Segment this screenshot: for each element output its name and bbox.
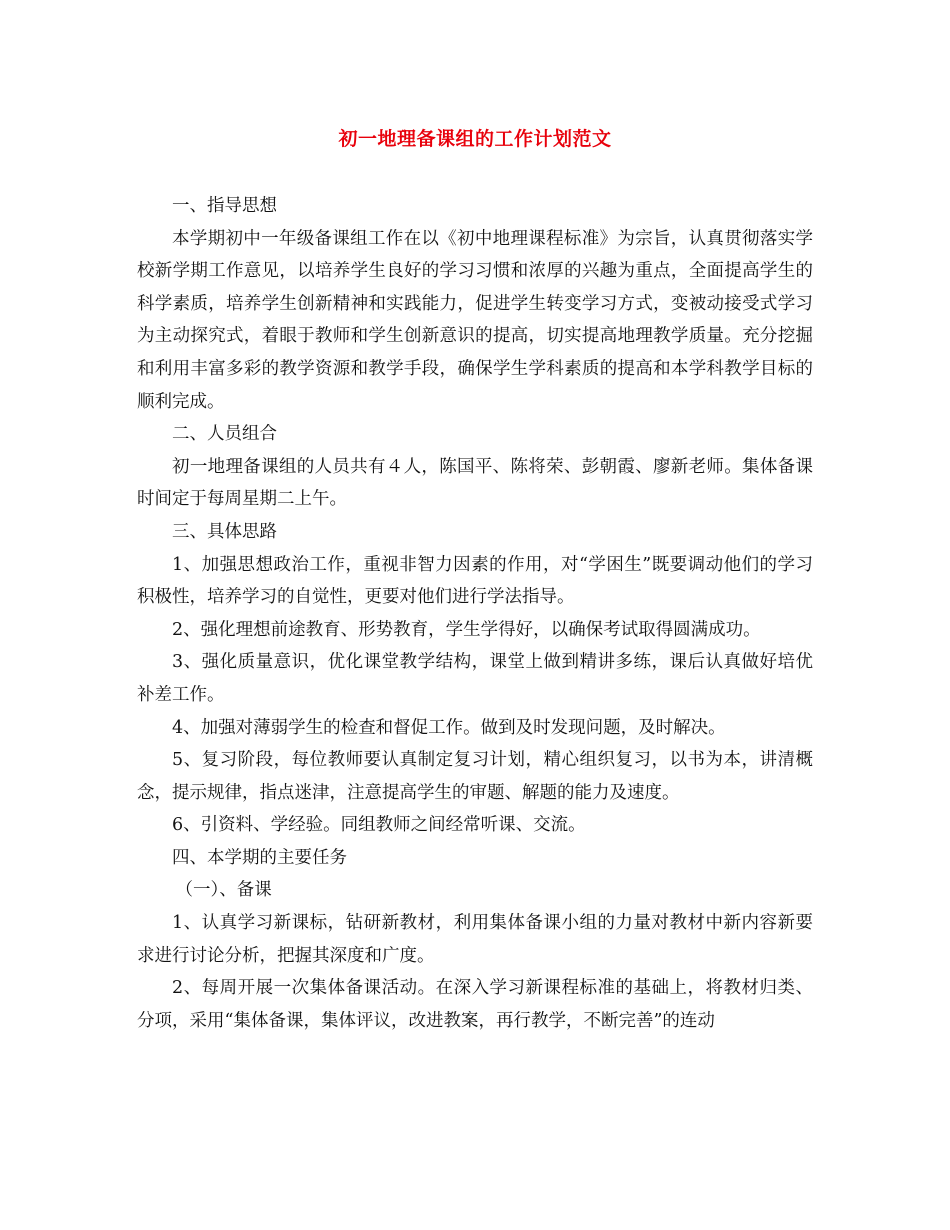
list-item-idea-3: 3、强化质量意识，优化课堂教学结构，课堂上做到精讲多练，课后认真做好培优补差工作。 [137, 652, 813, 705]
paragraph-personnel: 初一地理备课组的人员共有４人，陈国平、陈将荣、彭朝霞、廖新老师。集体备课时间定于每周星期二上午。 [137, 456, 813, 510]
list-item-idea-4: 4、加强对薄弱学生的检查和督促工作。做到及时发现问题，及时解决。 [172, 717, 726, 738]
list-item-task-1: 1、认真学习新课标，钻研新教材，利用集体备课小组的力量对教材中新内容新要求进行讨论分析，把握其深度和广度。 [137, 913, 813, 966]
section-heading-guiding-ideology: 一、指导思想 [172, 196, 277, 216]
list-item-idea-5: 5、复习阶段，每位教师要认真制定复习计划，精心组织复习，以书为本，讲清概念，提示规律，指点迷津，注意提高学生的审题、解题的能力及速度。 [137, 750, 813, 803]
subsection-heading-lesson-prep: （一）、备课 [175, 880, 272, 901]
list-item-idea-6: 6、引资料、学经验。同组教师之间经常听课、交流。 [172, 815, 586, 836]
section-heading-personnel: 二、人员组合 [172, 424, 277, 445]
list-item-idea-2: 2、强化理想前途教育、形势教育，学生学得好，以确保考试取得圆满成功。 [172, 619, 761, 640]
section-heading-main-tasks: 四、本学期的主要任务 [172, 847, 347, 868]
document-title: 初一地理备课组的工作计划范文 [338, 128, 612, 150]
paragraph-guiding-ideology: 本学期初中一年级备课组工作在以《初中地理课程标准》为宗旨，认真贯彻落实学校新学期工作意见，以培养学生良好的学习习惯和浓厚的兴趣为重点，全面提高学生的科学素质，培养学生创新精神和实践能力，促进学生转变学习方式，变被动接受式学习为主动探究式，着眼于教师和学生创新意识的提高，切实提高地理教学质量。充分挖掘和利用丰富多彩的教学资源和教学手段，确保学生学科素质的提高和本学科教学目标的顺利完成。 [137, 228, 813, 412]
document-body [137, 190, 813, 1037]
list-item-idea-1: 1、加强思想政治工作，重视非智力因素的作用，对“学困生”既要调动他们的学习积极性，培养学习的自觉性，更要对他们进行学法指导。 [137, 554, 813, 608]
list-item-task-2: 2、每周开展一次集体备课活动。在深入学习新课程标准的基础上，将教材归类、分项，采用“集体备课，集体评议，改进教案，再行教学，不断完善”的连动 [137, 978, 813, 1031]
section-heading-specific-ideas: 三、具体思路 [172, 521, 277, 542]
